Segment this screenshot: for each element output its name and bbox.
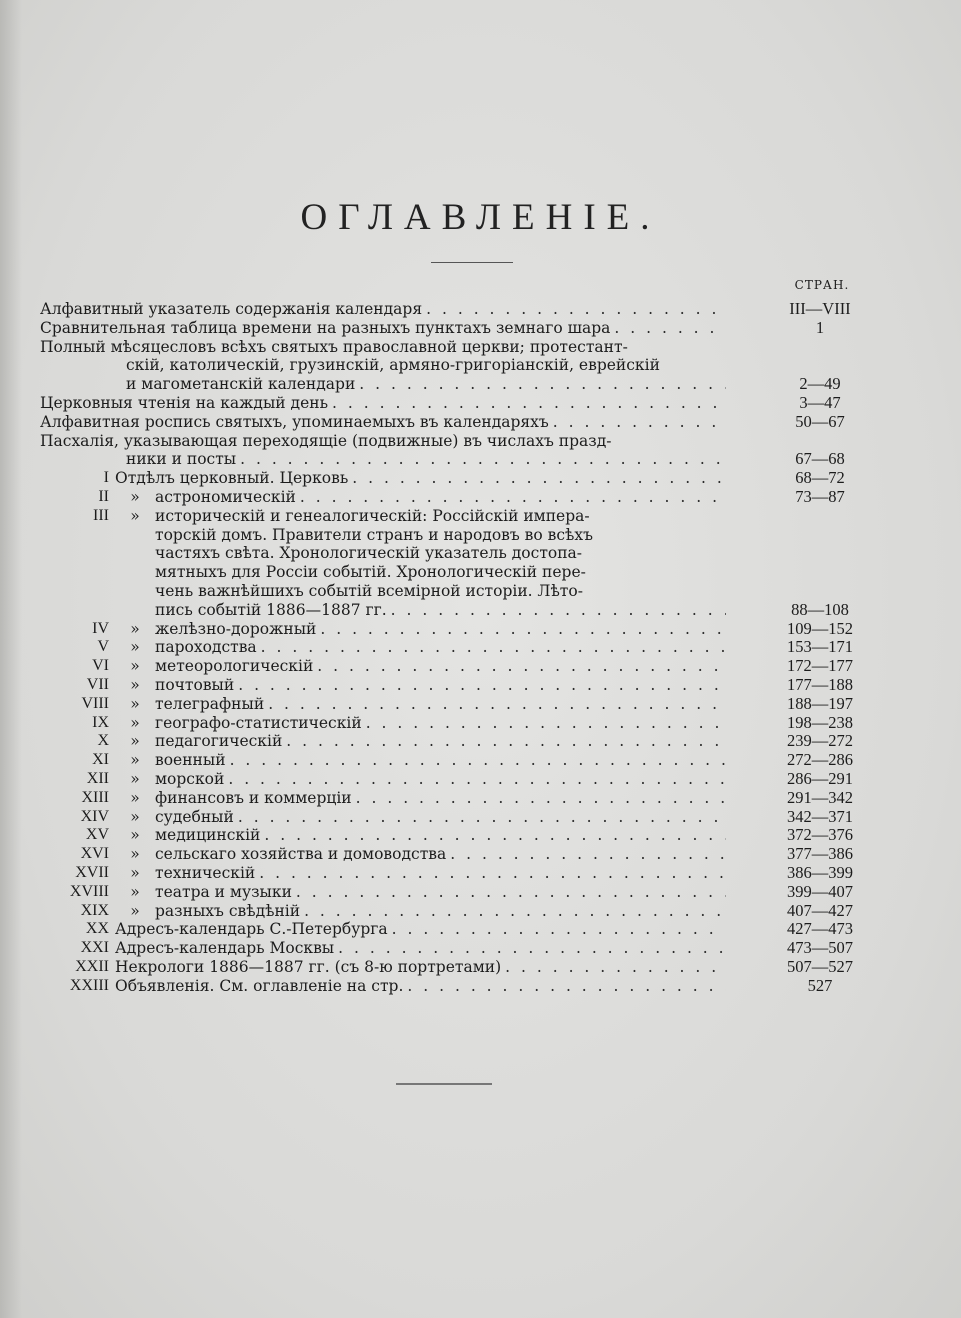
entry-line <box>155 864 726 883</box>
entry-line <box>155 770 726 789</box>
leader-dots <box>317 657 726 676</box>
leader-dots <box>238 808 726 827</box>
section-title <box>155 864 726 883</box>
ditto-mark: » <box>130 751 140 770</box>
section-title <box>115 920 726 939</box>
ditto-mark: » <box>130 863 140 882</box>
entry-line <box>155 826 726 845</box>
toc-entry <box>0 300 961 319</box>
entry-text: телеграфный <box>155 694 265 713</box>
page-range: 198—238 <box>787 712 853 732</box>
entry-text: скій, католическій, грузинскій, армяно-григоріанскій, еврейскій <box>126 356 660 375</box>
toc-section <box>0 732 961 751</box>
leader-dots <box>261 638 726 657</box>
entry-text: Пасхалія, указывающая переходящіе (подвижные) въ числахъ празд- <box>40 431 612 450</box>
toc-entry <box>0 413 961 432</box>
toc-section <box>0 507 961 620</box>
section-number: III <box>93 506 109 524</box>
leader-dots <box>359 375 726 394</box>
section-line <box>0 845 726 864</box>
entry-line <box>155 601 726 620</box>
entry-text: частяхъ свѣта. Хронологическій указатель достопа- <box>155 544 583 563</box>
entry-text: пись событій 1886—1887 гг. <box>155 600 387 619</box>
leader-dots <box>240 450 726 469</box>
entry-line <box>115 977 726 996</box>
entry-line <box>115 958 726 977</box>
toc-section <box>0 638 961 657</box>
page-range: 68—72 <box>795 468 845 488</box>
page-range: 3—47 <box>799 392 841 412</box>
entry-line <box>155 620 726 639</box>
leader-dots <box>238 676 726 695</box>
entry-text: чень важнѣйшихъ событій всемірной исторіи. Лѣто- <box>155 581 583 600</box>
entry-text: Алфавитный указатель содержанія календаря <box>40 300 423 318</box>
entry-text: Некрологи 1886—1887 гг. (съ 8-ю портретами) <box>115 957 502 976</box>
section-title <box>155 751 726 770</box>
section-line <box>0 920 726 939</box>
leader-dots <box>264 826 726 845</box>
section-title <box>155 808 726 827</box>
page-range: 109—152 <box>787 618 853 638</box>
page-range: 172—177 <box>787 656 853 676</box>
toc-section <box>0 977 961 996</box>
entry-text: Сравнительная таблица времени на разныхъ пунктахъ земнаго шара <box>40 318 611 337</box>
entry-line <box>155 526 726 545</box>
section-title <box>115 939 726 958</box>
page-column-header: СТРАН. <box>794 278 850 292</box>
toc-section <box>0 620 961 639</box>
entry-line <box>155 902 726 921</box>
leader-dots <box>300 488 726 507</box>
section-number: XVII <box>75 863 109 881</box>
entry-text: пароходства <box>155 638 257 657</box>
section-number: XVI <box>80 845 109 863</box>
section-title <box>155 732 726 751</box>
ditto-mark: » <box>130 638 140 657</box>
entry-line <box>40 375 726 394</box>
entry-line <box>155 563 726 582</box>
leader-dots <box>304 902 726 921</box>
entry-text: Отдѣлъ церковный. Церковь <box>115 469 349 488</box>
section-title <box>115 958 726 977</box>
section-line <box>0 958 726 977</box>
section-number: XII <box>86 769 109 787</box>
entry-line <box>40 338 726 357</box>
section-title <box>155 770 726 789</box>
section-number: VIII <box>81 694 109 712</box>
entry-line <box>155 488 726 507</box>
entry-line <box>40 394 726 413</box>
page-range: 50—67 <box>795 411 845 431</box>
section-line <box>0 507 726 620</box>
toc-entry <box>0 319 961 338</box>
section-number: XIV <box>80 807 109 825</box>
toc-section <box>0 770 961 789</box>
toc-section <box>0 714 961 733</box>
entry-line <box>40 356 726 375</box>
toc-section <box>0 657 961 676</box>
page-range: 286—291 <box>787 768 853 788</box>
page-range: 291—342 <box>787 787 853 807</box>
toc-section <box>0 469 961 488</box>
section-title <box>155 488 726 507</box>
entry-text: почтовый <box>155 675 235 694</box>
page-title: ОГЛАВЛЕНІЕ. <box>300 197 661 238</box>
section-title <box>155 620 726 639</box>
toc-entry <box>0 338 961 394</box>
toc-entry-body <box>40 394 726 413</box>
toc-entry-body <box>40 300 726 319</box>
section-line <box>0 977 726 996</box>
entry-text: и магометанскій календари <box>126 375 356 394</box>
leader-dots <box>268 695 726 714</box>
ditto-mark: » <box>130 732 140 751</box>
page-range: 407—427 <box>787 900 853 920</box>
ditto-mark: » <box>130 788 140 807</box>
entry-line <box>155 789 726 808</box>
toc-section <box>0 958 961 977</box>
section-line <box>0 732 726 751</box>
page-range: 473—507 <box>787 938 853 958</box>
section-number: XXIII <box>69 976 109 994</box>
toc-section <box>0 902 961 921</box>
leader-dots <box>553 413 726 432</box>
entry-line <box>155 845 726 864</box>
leader-dots <box>391 601 726 620</box>
section-number: II <box>98 487 109 505</box>
toc-section <box>0 488 961 507</box>
page-range: 67—68 <box>795 449 845 469</box>
leader-dots <box>320 620 726 639</box>
leader-dots <box>352 469 726 488</box>
entry-text: ники и посты <box>126 450 237 469</box>
section-line <box>0 488 726 507</box>
section-title <box>155 657 726 676</box>
page-range: 507—527 <box>787 956 853 976</box>
toc-section <box>0 864 961 883</box>
entry-text: педагогическій <box>155 732 283 751</box>
toc-section <box>0 695 961 714</box>
section-title <box>155 902 726 921</box>
page-range: 1 <box>815 317 825 337</box>
section-title <box>155 695 726 714</box>
ditto-mark: » <box>130 487 140 506</box>
entry-text: мятныхъ для Россіи событій. Хронологическій пере- <box>155 563 586 582</box>
section-title <box>155 789 726 808</box>
section-title <box>155 638 726 657</box>
section-line <box>0 864 726 883</box>
page-range: 342—371 <box>787 806 853 826</box>
ditto-mark: » <box>130 713 140 732</box>
entry-text: сельскаго хозяйства и домоводства <box>155 845 447 864</box>
leader-dots <box>356 789 726 808</box>
leader-dots <box>505 958 726 977</box>
page-range: III—VIII <box>789 299 851 318</box>
entry-text: судебный <box>155 807 234 826</box>
entry-text: торскій домъ. Правители странъ и народовъ во всѣхъ <box>155 525 594 544</box>
section-number: XV <box>85 826 109 844</box>
entry-text: Полный мѣсяцесловъ всѣхъ святыхъ православной церкви; протестант- <box>40 337 628 356</box>
page-range: 399—407 <box>787 881 853 901</box>
entry-text: Церковныя чтенія на каждый день <box>40 393 329 412</box>
leader-dots <box>407 977 726 996</box>
page-range: 153—171 <box>787 637 853 657</box>
section-number: XIX <box>80 901 109 919</box>
leader-dots <box>366 714 726 733</box>
leader-dots <box>614 319 726 338</box>
page-range: 88—108 <box>791 599 849 619</box>
toc-entry-body <box>40 338 726 394</box>
page-range: 377—386 <box>787 844 853 864</box>
toc-section <box>0 826 961 845</box>
section-line <box>0 657 726 676</box>
section-title <box>155 826 726 845</box>
entry-text: географо-статистическій <box>155 713 362 732</box>
page-range: 372—376 <box>787 825 853 845</box>
leader-dots <box>332 394 726 413</box>
entry-text: историческій и генеалогическій: Россійскій импера- <box>155 506 590 525</box>
section-line <box>0 939 726 958</box>
entry-line <box>40 413 726 432</box>
section-line <box>0 789 726 808</box>
entry-text: финансовъ и коммерціи <box>155 788 352 807</box>
section-line <box>0 469 726 488</box>
page-range: 188—197 <box>787 693 853 713</box>
entry-text: Объявленія. См. оглавленіе на стр. <box>115 976 404 995</box>
entry-line <box>155 657 726 676</box>
entry-line <box>155 808 726 827</box>
section-title <box>115 977 726 996</box>
ditto-mark: » <box>130 694 140 713</box>
leader-dots <box>230 751 726 770</box>
entry-line <box>155 638 726 657</box>
entry-line <box>155 751 726 770</box>
toc-entry-body <box>40 432 726 470</box>
section-line <box>0 883 726 902</box>
toc-entry <box>0 394 961 413</box>
section-line <box>0 676 726 695</box>
toc-entry-body <box>40 319 726 338</box>
ditto-mark: » <box>130 657 140 676</box>
section-line <box>0 751 726 770</box>
table-of-contents <box>0 300 961 995</box>
leader-dots <box>296 883 726 902</box>
section-number: IV <box>92 619 109 637</box>
ditto-mark: » <box>130 826 140 845</box>
entry-line <box>155 582 726 601</box>
toc-section <box>0 751 961 770</box>
section-number: XXI <box>80 939 109 957</box>
leader-dots <box>286 732 726 751</box>
section-number: XI <box>92 751 109 769</box>
section-line <box>0 808 726 827</box>
entry-text: морской <box>155 769 225 788</box>
toc-section <box>0 845 961 864</box>
section-title <box>155 714 726 733</box>
page-range: 527 <box>807 975 833 995</box>
ditto-mark: » <box>130 506 140 525</box>
leader-dots <box>259 864 726 883</box>
ditto-mark: » <box>130 901 140 920</box>
ditto-mark: » <box>130 769 140 788</box>
entry-text: театра и музыки <box>155 882 292 901</box>
toc-section <box>0 789 961 808</box>
page-range: 73—87 <box>795 486 845 506</box>
toc-entry <box>0 432 961 470</box>
entry-line <box>155 732 726 751</box>
section-number: XX <box>85 920 109 938</box>
entry-text: разныхъ свѣдѣній <box>155 901 301 920</box>
entry-text: желѣзно-дорожный <box>155 619 317 638</box>
entry-text: Алфавитная роспись святыхъ, упоминаемыхъ въ календаряхъ <box>40 412 549 431</box>
section-number: V <box>97 638 109 656</box>
entry-line <box>115 469 726 488</box>
entry-line <box>40 432 726 451</box>
title-underline <box>431 262 513 263</box>
entry-text: астрономическій <box>155 487 296 506</box>
section-line <box>0 902 726 921</box>
section-line <box>0 826 726 845</box>
leader-dots <box>392 920 726 939</box>
section-number: VI <box>92 657 109 675</box>
section-line <box>0 714 726 733</box>
entry-line <box>155 507 726 526</box>
entry-line <box>155 883 726 902</box>
section-number: XVIII <box>69 882 109 900</box>
section-number: X <box>97 732 109 750</box>
toc-section <box>0 939 961 958</box>
entry-line <box>115 920 726 939</box>
entry-line <box>155 544 726 563</box>
section-line <box>0 695 726 714</box>
toc-section <box>0 883 961 902</box>
page-range: 427—473 <box>787 919 853 939</box>
toc-entry-body <box>40 413 726 432</box>
entry-line <box>40 319 726 338</box>
section-title <box>155 676 726 695</box>
entry-line <box>155 676 726 695</box>
entry-line <box>155 714 726 733</box>
section-title <box>115 469 726 488</box>
section-title <box>155 507 726 620</box>
page-range: 239—272 <box>787 731 853 751</box>
section-line <box>0 638 726 657</box>
entry-text: метеорологическій <box>155 657 314 676</box>
end-rule <box>396 1083 492 1085</box>
ditto-mark: » <box>130 807 140 826</box>
ditto-mark: » <box>130 845 140 864</box>
page-range: 386—399 <box>787 862 853 882</box>
entry-text: Адресъ-календарь Москвы <box>115 939 335 958</box>
entry-line <box>40 300 726 319</box>
entry-line <box>115 939 726 958</box>
ditto-mark: » <box>130 619 140 638</box>
section-number: XIII <box>81 788 109 806</box>
toc-section <box>0 808 961 827</box>
entry-text: техническій <box>155 863 256 882</box>
page-range: 272—286 <box>787 750 853 770</box>
section-number: XXII <box>75 957 109 975</box>
ditto-mark: » <box>130 675 140 694</box>
section-number: I <box>103 469 109 487</box>
toc-section <box>0 920 961 939</box>
entry-text: Адресъ-календарь С.-Петербурга <box>115 920 388 939</box>
ditto-mark: » <box>130 882 140 901</box>
section-number: VII <box>86 675 109 693</box>
section-number: IX <box>92 713 109 731</box>
toc-section <box>0 676 961 695</box>
section-title <box>155 883 726 902</box>
entry-text: медицинскій <box>155 826 261 845</box>
section-title <box>155 845 726 864</box>
leader-dots <box>338 939 726 958</box>
leader-dots <box>450 845 726 864</box>
entry-text: военный <box>155 751 226 770</box>
page-range: 177—188 <box>787 674 853 694</box>
page-range: 2—49 <box>799 374 841 394</box>
entry-line <box>155 695 726 714</box>
leader-dots <box>426 300 726 319</box>
leader-dots <box>228 770 726 789</box>
section-line <box>0 770 726 789</box>
entry-line <box>40 450 726 469</box>
section-line <box>0 620 726 639</box>
